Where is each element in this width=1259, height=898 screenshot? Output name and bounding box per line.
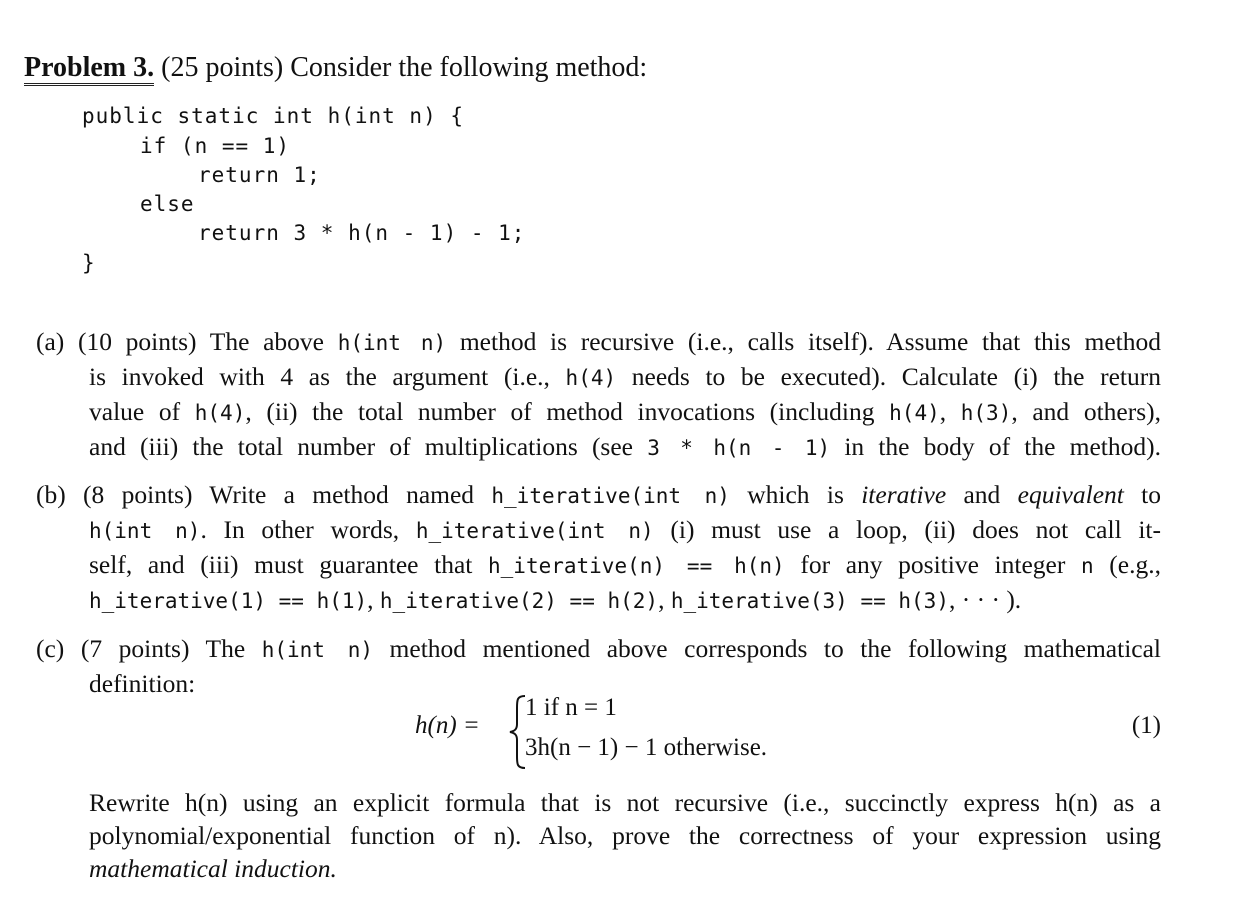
inline-code: h_iterative(1) == h(1)	[89, 589, 368, 613]
text: polynomial/exponential function of n). Also, prove the correctness of your expression using	[89, 821, 1161, 850]
text: in the body of the method).	[830, 432, 1161, 461]
inline-code: 3 * h(n - 1)	[647, 436, 831, 460]
text: method mentioned above corresponds to the following mathematical	[373, 634, 1162, 663]
text: (c) (7 points) The	[36, 634, 262, 663]
italic-text: equivalent	[1017, 480, 1124, 509]
code-line: }	[82, 251, 96, 275]
inline-code: h(4)	[565, 366, 617, 390]
inline-code: h_iterative(int n)	[491, 484, 730, 508]
text: , · · · ).	[948, 585, 1022, 614]
inline-code: h_iterative(3) == h(3)	[670, 589, 949, 613]
equation	[415, 694, 1161, 774]
problem-intro: Consider the following method:	[290, 52, 648, 83]
text: (i) must use a loop, (ii) does not call it-	[653, 515, 1161, 544]
inline-code: h_iterative(int n)	[415, 519, 654, 543]
problem-heading	[24, 52, 647, 84]
equation-number: (1)	[1131, 712, 1161, 739]
code-line: if (n == 1)	[140, 134, 291, 158]
text: self, and (iii) must guarantee that	[89, 550, 489, 579]
code-line: return 1;	[198, 163, 321, 187]
text: value of	[89, 397, 195, 426]
italic-text: mathematical induction.	[89, 854, 337, 883]
inline-code: h(4)	[194, 401, 246, 425]
text: which is	[729, 480, 862, 509]
text: . In other words,	[200, 515, 416, 544]
text: ,	[658, 585, 671, 614]
equation-lhs: h(n) =	[415, 712, 480, 739]
inline-code: h(int n)	[261, 638, 374, 662]
inline-code: h(int n)	[89, 519, 201, 543]
code-line: else	[140, 192, 195, 216]
inline-code: h_iterative(n) == h(n)	[488, 554, 785, 578]
problem-title: Problem 3.	[24, 52, 154, 86]
part-c	[36, 632, 1161, 700]
code-line: public static int h(int n) {	[82, 104, 465, 128]
equation-case-1: 1 if n = 1	[525, 694, 617, 721]
text: needs to be executed). Calculate (i) the return	[616, 362, 1161, 391]
text: and (iii) the total number of multiplications (see	[89, 432, 648, 461]
part-c-rewrite	[36, 786, 1161, 885]
inline-code: h(int n)	[337, 331, 447, 355]
part-a	[36, 325, 1161, 465]
text: , (ii) the total number of method invocations (including	[245, 397, 890, 426]
text: and	[946, 480, 1018, 509]
text: is invoked with 4 as the argument (i.e.,	[89, 362, 566, 391]
inline-code: h(3)	[960, 401, 1012, 425]
text: (e.g.,	[1093, 550, 1161, 579]
text: ,	[939, 397, 961, 426]
part-b	[36, 478, 1161, 618]
problem-points: (25 points)	[161, 52, 284, 83]
italic-text: iterative	[861, 480, 947, 509]
text: Rewrite h(n) using an explicit formula that is not recursive (i.e., succinctly express h(n) as a	[89, 788, 1161, 817]
text: definition:	[89, 669, 196, 698]
text: (a) (10 points) The above	[36, 327, 338, 356]
text: ,	[367, 585, 380, 614]
inline-code: h(4)	[889, 401, 940, 425]
code-line: return 3 * h(n - 1) - 1;	[198, 221, 526, 245]
text: method is recursive (i.e., calls itself). Assume that this method	[446, 327, 1161, 356]
text: , and others),	[1011, 397, 1162, 426]
equation-case-2: 3h(n − 1) − 1 otherwise.	[525, 734, 768, 761]
inline-code: h_iterative(2) == h(2)	[379, 589, 659, 613]
text: to	[1123, 480, 1162, 509]
text: for any positive integer	[784, 550, 1081, 579]
text: (b) (8 points) Write a method named	[36, 480, 492, 509]
inline-code: n	[1081, 554, 1094, 578]
